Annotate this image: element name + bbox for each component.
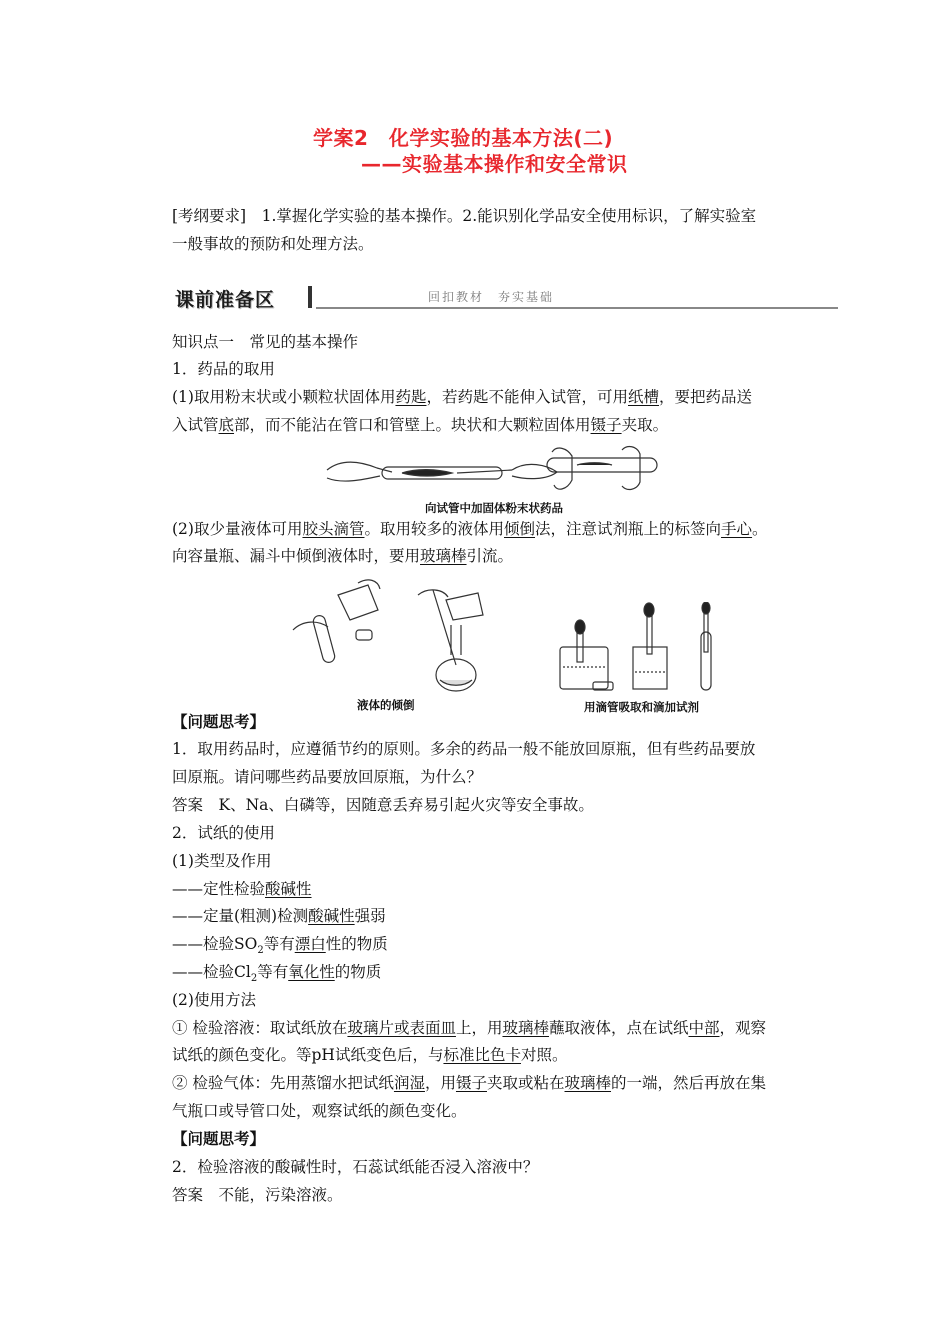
text: 对照。 (520, 1046, 568, 1064)
answer-blank: 玻璃片或表面皿 (347, 1019, 456, 1037)
text: 性的物质 (325, 935, 388, 953)
text: 试纸的颜色变化。等pH试纸变色后，与 (172, 1046, 444, 1064)
text: 。 (752, 520, 768, 538)
question-1-line-1: 1．取用药品时，应遵循节约的原则。多余的药品一般不能放回原瓶，但有些药品要放 (172, 740, 756, 758)
answer-blank: 药匙 (395, 388, 427, 406)
method-1b (172, 1045, 567, 1065)
test-tube-powder-figure (322, 440, 662, 500)
banner-subtitle: 回扣教材 夯实基础 (428, 290, 555, 304)
section-2-sub-1: (1)类型及作用 (172, 852, 272, 870)
answer-blank: 玻璃棒 (420, 547, 467, 565)
answer-blank: 玻璃棒 (564, 1074, 612, 1092)
page-title: 学案2 化学实验的基本方法(二) (313, 126, 614, 150)
answer-blank: 镊子 (590, 416, 622, 434)
liquid-pouring-figure (288, 575, 488, 695)
banner-title: 课前准备区 (175, 289, 276, 311)
paragraph-2a (172, 519, 768, 539)
answer-2: 答案 不能，污染溶液。 (172, 1186, 343, 1204)
answer-blank: 底 (218, 416, 235, 434)
answer-1: 答案 K、Na、白磷等，因随意丢弃易引起火灾等安全事故。 (172, 796, 594, 814)
text: 的物质 (334, 963, 382, 981)
text: 夹取或粘在 (486, 1074, 565, 1092)
paragraph-1a (172, 387, 752, 407)
method-2b: 气瓶口或导管口处，观察试纸的颜色变化。 (172, 1102, 467, 1120)
paper-type-4 (172, 962, 381, 989)
answer-blank: 镊子 (455, 1074, 487, 1092)
requirements-line-1: [考纲要求] 1.掌握化学实验的基本操作。2.能识别化学品安全使用标识，了解实验室 (172, 207, 757, 225)
text: (1)取用粉末状或小颗粒状固体用 (172, 388, 396, 406)
section-1-heading: 1．药品的取用 (172, 360, 275, 378)
answer-blank: 倾倒 (504, 520, 536, 538)
section-banner (172, 284, 838, 310)
paper-type-2 (172, 906, 386, 926)
text: 等有 (263, 935, 295, 953)
paragraph-1b (172, 415, 668, 435)
question-1-line-2: 回原瓶。请问哪些药品要放回原瓶，为什么？ (172, 768, 483, 786)
subscript: 2 (257, 945, 264, 957)
text: 夹取。 (621, 416, 669, 434)
section-2-sub-2: (2)使用方法 (172, 991, 256, 1009)
answer-blank: 玻璃棒 (502, 1019, 549, 1037)
text: ，用 (424, 1074, 456, 1092)
paragraph-2b (172, 546, 513, 566)
text: 入试管 (172, 416, 219, 434)
answer-blank: 手心 (721, 520, 753, 538)
text: ——定性检验 (172, 880, 266, 898)
text: 等有 (257, 963, 289, 981)
text: 向容量瓶、漏斗中倾倒液体时，要用 (172, 547, 421, 565)
banner-rule (316, 307, 838, 309)
paper-type-1 (172, 879, 312, 899)
figure-caption-3: 用滴管吸取和滴加试剂 (584, 700, 699, 714)
answer-blank: 标准比色卡 (443, 1046, 521, 1064)
text: 法，注意试剂瓶上的标签向 (535, 520, 722, 538)
knowledge-point-heading: 知识点一 常见的基本操作 (172, 333, 359, 351)
answer-blank: 纸槽 (628, 388, 660, 406)
answer-blank: 润湿 (393, 1074, 425, 1092)
text: ——定量(粗测)检测 (172, 907, 309, 925)
page-subtitle: ——实验基本操作和安全常识 (361, 152, 628, 176)
text: 的一端，然后再放在集 (611, 1074, 767, 1092)
answer-blank: 中部 (688, 1019, 720, 1037)
question-label-2: 【问题思考】 (172, 1130, 266, 1148)
requirements-line-2: 一般事故的预防和处理方法。 (172, 235, 374, 253)
banner-divider (308, 286, 312, 308)
method-2a (172, 1073, 766, 1093)
paper-type-3 (172, 934, 388, 961)
answer-blank: 酸碱性 (308, 907, 355, 925)
text: 部，而不能沾在管口和管壁上。块状和大颗粒固体用 (234, 416, 591, 434)
text: 上，用 (455, 1019, 503, 1037)
text: 强弱 (354, 907, 386, 925)
text: 。取用较多的液体用 (364, 520, 504, 538)
text: 蘸取液体，点在试纸 (548, 1019, 689, 1037)
text: 引流。 (466, 547, 514, 565)
text: ，若药匙不能伸入试管，可用 (426, 388, 628, 406)
text: ，观察 (719, 1019, 767, 1037)
dropper-figure (555, 602, 725, 696)
section-2-heading: 2．试纸的使用 (172, 824, 275, 842)
method-1a (172, 1018, 766, 1038)
text: (2)取少量液体可用 (172, 520, 303, 538)
answer-blank: 氧化性 (288, 963, 335, 981)
subscript: 2 (250, 973, 258, 985)
text: ——检验SO (172, 935, 258, 953)
figure-caption-2: 液体的倾倒 (357, 698, 415, 712)
text: ① 检验溶液：取试纸放在 (172, 1019, 348, 1037)
text: ——检验Cl (172, 963, 251, 981)
answer-blank: 漂白 (294, 935, 326, 953)
question-label-1: 【问题思考】 (172, 713, 266, 731)
text: ② 检验气体：先用蒸馏水把试纸 (172, 1074, 394, 1092)
figure-caption-1: 向试管中加固体粉末状药品 (425, 501, 563, 515)
answer-blank: 胶头滴管 (302, 520, 365, 538)
question-2-line-1: 2．检验溶液的酸碱性时，石蕊试纸能否浸入溶液中？ (172, 1158, 539, 1176)
text: ，要把药品送 (659, 388, 753, 406)
answer-blank: 酸碱性 (265, 880, 312, 898)
